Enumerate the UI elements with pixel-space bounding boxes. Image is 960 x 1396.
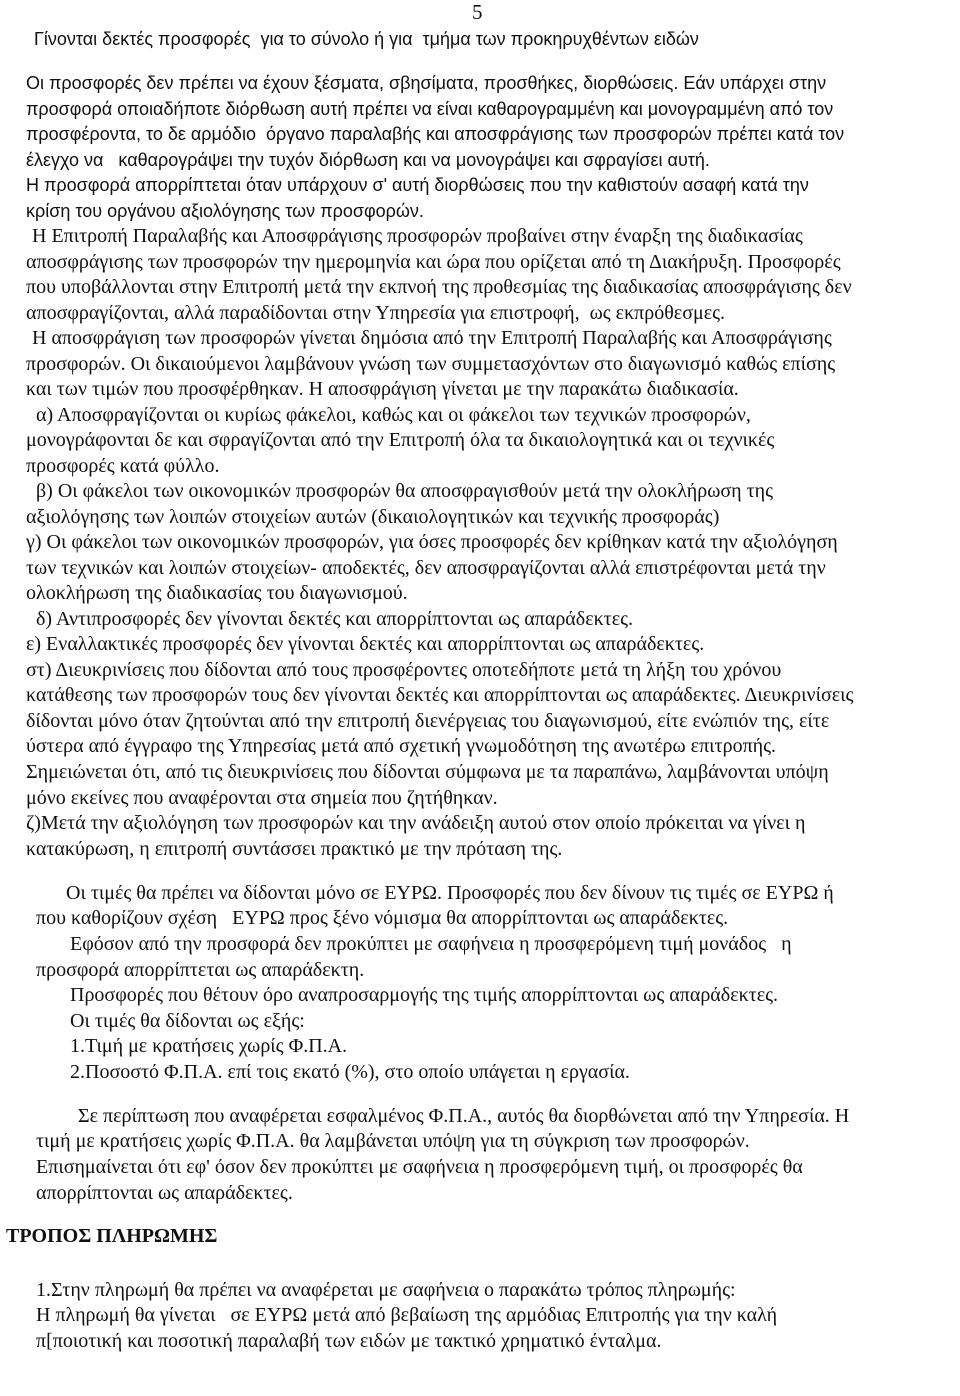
text-line: 1.Τιμή με κρατήσεις χωρίς Φ.Π.Α. <box>70 1035 348 1057</box>
text-line: που υποβάλλονται στην Επιτροπή μετά την εκπνοή της προθεσμίας της διαδικασίας αποσφράγισης δεν <box>26 276 852 298</box>
text-line: Σημειώνεται ότι, από τις διευκρινίσεις που δίδονται σύμφωνα με τα παραπάνω, λαμβάνονται υπόψη <box>26 761 829 783</box>
text-line: προσφορών. Οι δικαιούμενοι λαμβάνουν γνώση των συμμετασχόντων στο διαγωνισμό καθώς επίσης <box>26 353 836 375</box>
text-line: και των τιμών που προσφέρθηκαν. Η αποσφράγιση γίνεται με την παρακάτω διαδικασία. <box>26 378 739 400</box>
text-line: κατακύρωση, η επιτροπή συντάσσει πρακτικό με την πρόταση της. <box>26 838 563 860</box>
text-line: Προσφορές που θέτουν όρο αναπροσαρμογής της τιμής απορρίπτονται ως απαράδεκτες. <box>70 984 779 1006</box>
section-heading: ΤΡΟΠΟΣ ΠΛΗΡΩΜΗΣ <box>6 1225 218 1247</box>
text-line: Η αποσφράγιση των προσφορών γίνεται δημόσια από την Επιτροπή Παραλαβής και Αποσφράγισης <box>32 327 832 349</box>
page-number: 5 <box>472 0 483 24</box>
text-line: προσφέροντα, το δε αρμόδιο όργανο παραλαβής και αποσφράγισης των προσφορών πρέπει κατά τον <box>26 124 845 144</box>
text-line: Οι προσφορές δεν πρέπει να έχουν ξέσματα, σβησίματα, προσθήκες, διορθώσεις. Εάν υπάρχει στην <box>26 73 827 93</box>
text-line: δίδονται μόνο όταν ζητούνται από την επιτροπή διενέργειας του διαγωνισμού, είτε ενώπιόν της, είτε <box>26 710 830 732</box>
text-line: δ) Αντιπροσφορές δεν γίνονται δεκτές και απορρίπτονται ως απαράδεκτες. <box>36 608 634 630</box>
text-line: ε) Εναλλακτικές προσφορές δεν γίνονται δεκτές και απορρίπτονται ως απαράδεκτες. <box>26 633 705 655</box>
text-line: Οι τιμές θα πρέπει να δίδονται μόνο σε ΕΥΡΩ. Προσφορές που δεν δίνουν τις τιμές σε ΕΥΡΩ ή <box>66 882 834 904</box>
text-line: τιμή με κρατήσεις χωρίς Φ.Π.Α. θα λαμβάνεται υπόψη για τη σύγκριση των προσφορών. <box>36 1130 750 1152</box>
text-line: Εφόσον από την προσφορά δεν προκύπτει με σαφήνεια η προσφερόμενη τιμή μονάδος η <box>70 933 792 955</box>
text-line: Γίνονται δεκτές προσφορές για το σύνολο ή για τμήμα των προκηρυχθέντων ειδών <box>34 29 699 49</box>
text-line: προσφορές κατά φύλλο. <box>26 455 220 477</box>
text-line: απορρίπτονται ως απαράδεκτες. <box>36 1182 293 1204</box>
text-line: Η Επιτροπή Παραλαβής και Αποσφράγισης προσφορών προβαίνει στην έναρξη της διαδικασίας <box>32 225 803 247</box>
text-line: Η προσφορά απορρίπτεται όταν υπάρχουν σ' αυτή διορθώσεις που την καθιστούν ασαφή κατά την <box>26 175 809 195</box>
text-line: των τεχνικών και λοιπών στοιχείων- αποδεκτές, δεν αποσφραγίζονται αλλά επιστρέφονται μετά την <box>26 557 826 579</box>
text-line: Σε περίπτωση που αναφέρεται εσφαλμένος Φ.Π.Α., αυτός θα διορθώνεται από την Υπηρεσία. Η <box>78 1105 850 1127</box>
text-line: κατάθεσης των προσφορών τους δεν γίνονται δεκτές και απορρίπτονται ως απαράδεκτες. Διευκρινίσεις <box>26 684 854 706</box>
text-line: αποσφράγισης των προσφορών την ημερομηνία και ώρα που ορίζεται από τη Διακήρυξη. Προσφορές <box>26 251 841 273</box>
text-line: 2.Ποσοστό Φ.Π.Α. επί τοις εκατό (%), στο οποίο υπάγεται η εργασία. <box>70 1061 630 1083</box>
text-line: β) Οι φάκελοι των οικονομικών προσφορών θα αποσφραγισθούν μετά την ολοκλήρωση της <box>36 480 774 502</box>
text-line: έλεγχο να καθαρογράψει την τυχόν διόρθωση και να μονογράψει και σφραγίσει αυτή. <box>26 150 710 170</box>
text-line: προσφορά οποιαδήποτε διόρθωση αυτή πρέπει να είναι καθαρογραμμένη και μονογραμμένη από τον <box>26 99 834 119</box>
text-line: Οι τιμές θα δίδονται ως εξής: <box>70 1010 305 1032</box>
text-line: π[ποιοτική και ποσοτική παραλαβή των ειδών με τακτικό χρηματικό ένταλμα. <box>36 1330 662 1352</box>
text-line: ολοκλήρωση της διαδικασίας του διαγωνισμού. <box>26 582 408 604</box>
text-line: αξιολόγησης των λοιπών στοιχείων αυτών (δικαιολογητικών και τεχνικής προσφοράς) <box>26 506 720 528</box>
text-line: προσφορά απορρίπτεται ως απαράδεκτη. <box>36 959 365 981</box>
text-line: αποσφραγίζονται, αλλά παραδίδονται στην Υπηρεσία για επιστροφή, ως εκπρόθεσμες. <box>26 302 726 324</box>
text-line: κρίση του οργάνου αξιολόγησης των προσφορών. <box>26 201 424 221</box>
text-line: στ) Διευκρινίσεις που δίδονται από τους προσφέροντες οποτεδήποτε μετά τη λήξη του χρόνου <box>26 659 782 681</box>
text-line: μονογράφονται δε και σφραγίζονται από την Επιτροπή όλα τα δικαιολογητικά και οι τεχνικές <box>26 429 775 451</box>
text-line: μόνο εκείνες που αναφέρονται στα σημεία που ζητήθηκαν. <box>26 787 498 809</box>
text-line: Επισημαίνεται ότι εφ' όσον δεν προκύπτει με σαφήνεια η προσφερόμενη τιμή, οι προσφορές θα <box>36 1156 803 1178</box>
text-line: ύστερα από έγγραφο της Υπηρεσίας μετά από σχετική γνωμοδότηση της ανωτέρω επιτροπής. <box>26 735 777 757</box>
text-line: γ) Οι φάκελοι των οικονομικών προσφορών, για όσες προσφορές δεν κρίθηκαν κατά την αξιολόγηση <box>26 531 838 553</box>
text-line: 1.Στην πληρωμή θα πρέπει να αναφέρεται με σαφήνεια ο παρακάτω τρόπος πληρωμής: <box>36 1279 736 1301</box>
text-line: ζ)Μετά την αξιολόγηση των προσφορών και την ανάδειξη αυτού στον οποίο πρόκειται να γίνει η <box>26 812 806 834</box>
text-line: Η πληρωμή θα γίνεται σε ΕΥΡΩ μετά από βεβαίωση της αρμόδιας Επιτροπής για την καλή <box>36 1304 778 1326</box>
text-line: που καθορίζουν σχέση ΕΥΡΩ προς ξένο νόμισμα θα απορρίπτονται ως απαράδεκτες. <box>36 907 729 929</box>
text-line: α) Αποσφραγίζονται οι κυρίως φάκελοι, καθώς και οι φάκελοι των τεχνικών προσφορών, <box>36 404 751 426</box>
